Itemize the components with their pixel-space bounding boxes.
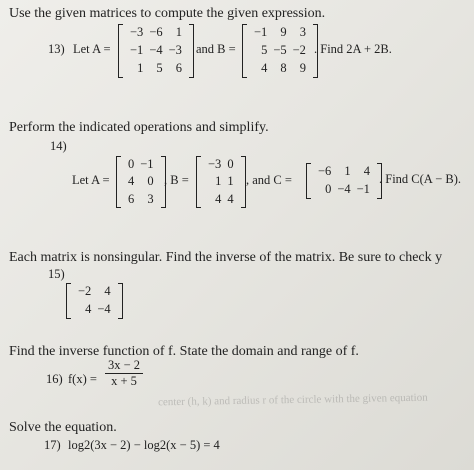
matrix-14-c bbox=[306, 163, 382, 199]
matrix-entry: 3 bbox=[147, 191, 154, 206]
problem-17-number: 17) bbox=[44, 438, 61, 452]
matrix-entry: 0 bbox=[147, 174, 154, 189]
matrix-entry: −4 bbox=[97, 302, 111, 316]
matrix-entry: −1 bbox=[130, 43, 144, 57]
matrix-entry: −4 bbox=[149, 43, 163, 57]
matrix-entry: −1 bbox=[356, 182, 370, 196]
matrix-entry: 9 bbox=[299, 61, 306, 75]
matrix-entry: 3 bbox=[299, 25, 306, 39]
problem-16-fx: f(x) = bbox=[68, 372, 97, 386]
matrix-entry: −6 bbox=[318, 164, 332, 178]
problem-16-number: 16) bbox=[46, 372, 63, 386]
matrix-entry: 0 bbox=[128, 157, 135, 171]
matrix-entry: 1 bbox=[175, 25, 182, 39]
problem-13-number: 13) bbox=[48, 42, 65, 56]
matrix-entry: 6 bbox=[175, 61, 182, 75]
problem-13-task: . Find 2A + 2B. bbox=[314, 42, 392, 56]
problem-16-fraction bbox=[105, 358, 143, 389]
heading-13: Use the given matrices to compute the given expression. bbox=[9, 6, 326, 21]
matrix-entry: 1 bbox=[215, 174, 222, 189]
heading-14: Perform the indicated operations and simplify. bbox=[9, 120, 269, 135]
problem-13-and-b: and B = bbox=[196, 42, 236, 56]
matrix-entry: −1 bbox=[254, 25, 268, 39]
matrix-entry: 4 bbox=[227, 191, 234, 206]
problem-14-and-c: , and C = bbox=[246, 173, 292, 187]
heading-17: Solve the equation. bbox=[9, 420, 117, 435]
fraction-numerator: 3x − 2 bbox=[105, 358, 143, 374]
problem-14-let-a: Let A = bbox=[72, 173, 110, 187]
matrix-entry: 1 bbox=[227, 174, 234, 189]
matrix-entry: −3 bbox=[208, 157, 222, 171]
matrix-entry: 4 bbox=[85, 302, 92, 316]
matrix-entry: 4 bbox=[104, 284, 111, 298]
matrix-entry: 9 bbox=[280, 25, 287, 39]
matrix-13-a bbox=[118, 24, 194, 78]
problem-14-number: 14) bbox=[50, 139, 67, 153]
matrix-entry: −2 bbox=[78, 284, 92, 298]
matrix-14-a bbox=[116, 156, 166, 208]
matrix-13-b bbox=[242, 24, 318, 78]
matrix-entry: 4 bbox=[261, 61, 268, 75]
problem-13-let-a: Let A = bbox=[73, 42, 111, 56]
matrix-entry: −1 bbox=[140, 157, 154, 171]
heading-16: Find the inverse function of f. State the domain and range of f. bbox=[9, 344, 359, 359]
matrix-entry: −6 bbox=[149, 25, 163, 39]
problem-17-equation: log2(3x − 2) − log2(x − 5) = 4 bbox=[68, 438, 220, 452]
heading-15: Each matrix is nonsingular. Find the inverse of the matrix. Be sure to check y bbox=[9, 250, 443, 265]
matrix-entry: 5 bbox=[261, 43, 268, 57]
matrix-entry: −5 bbox=[273, 43, 287, 57]
matrix-entry: −3 bbox=[130, 25, 144, 39]
matrix-entry: 4 bbox=[215, 191, 222, 206]
matrix-entry: 4 bbox=[128, 174, 135, 189]
problem-14-comma-b: , B = bbox=[164, 173, 189, 187]
problem-14-task: . Find C(A − B). bbox=[379, 172, 462, 186]
matrix-entry: 4 bbox=[363, 164, 370, 178]
matrix-entry: −4 bbox=[337, 182, 351, 196]
matrix-entry: 8 bbox=[280, 61, 287, 75]
matrix-14-b bbox=[196, 156, 246, 208]
bleed-through-text: center (h, k) and radius r of the circle with the given equation bbox=[157, 391, 428, 409]
problem-15-number: 15) bbox=[48, 267, 65, 281]
matrix-entry: 6 bbox=[128, 191, 135, 206]
matrix-entry: 1 bbox=[344, 164, 351, 178]
matrix-entry: −3 bbox=[168, 43, 182, 57]
matrix-entry: 5 bbox=[156, 61, 163, 75]
matrix-entry: 1 bbox=[137, 61, 144, 75]
matrix-15 bbox=[66, 283, 123, 319]
fraction-denominator: x + 5 bbox=[111, 374, 137, 388]
matrix-entry: 0 bbox=[227, 157, 234, 171]
matrix-entry: −2 bbox=[292, 43, 306, 57]
matrix-entry: 0 bbox=[325, 182, 332, 196]
